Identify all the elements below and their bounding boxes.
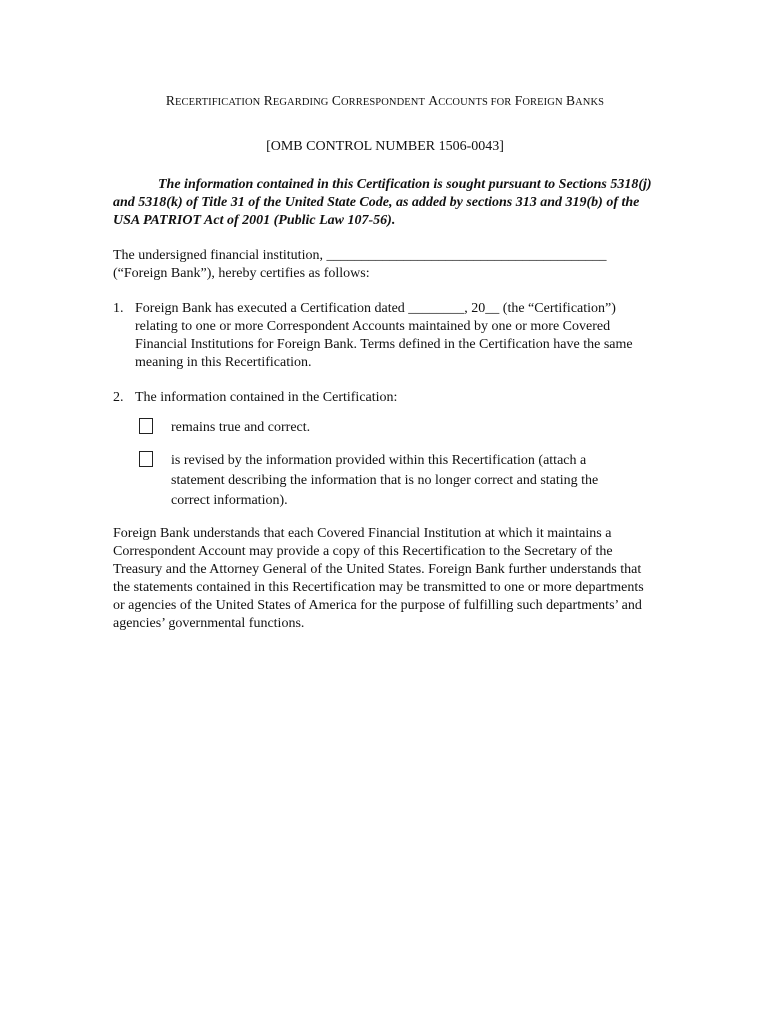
list-item-1 [113,300,653,372]
document-title: RECERTIFICATION REGARDING CORRESPONDENT ACCOUNTS FOR FOREIGN BANKS [165,93,605,108]
certifies-paragraph [113,247,663,283]
checkbox-revised[interactable] [139,451,153,467]
item-number: 1. [113,301,124,316]
item-text: The information contained in the Certification: [135,390,398,405]
institution-name-line[interactable]: The undersigned financial institution, ________________________________________ [113,248,607,263]
checkbox-remains-true[interactable] [139,418,153,434]
intro-paragraph: The information contained in this Certification is sought pursuant to Sections 5318(j) and 5318(k) of Title 31 of the United State Code, as added by sections 313 and 319(b) of the USA PATRIOT Act of 2001 (Public Law 107-56). [113,177,652,228]
item-number: 2. [113,390,124,405]
closing-paragraph: Foreign Bank understands that each Covered Financial Institution at which it maintains a Correspondent Account may provide a copy of this Recertification to the Secretary of the Treasury and the Attorney General of the United States. Foreign Bank further understands that the statements contained in this Recertification may be transmitted to one or more departments or agencies of the United States of America for the purpose of fulfilling such departments’ and agencies’ governmental functions. [113,526,644,631]
option-label: remains true and correct. [171,420,311,435]
list-item-2 [113,389,653,407]
option-revised [139,451,639,511]
option-remains-true [139,418,639,438]
omb-control-number: [OMB CONTROL NUMBER 1506-0043] [266,139,504,154]
item-text: Foreign Bank has executed a Certification dated ________, 20__ (the “Certification”) relating to one or more Correspondent Accounts maintained by one or more Covered Financial Institutions for Foreign Bank. Terms defined in the Certification have the same meaning in this Recertification. [135,301,633,370]
certifies-statement: (“Foreign Bank”), hereby certifies as follows: [113,266,370,281]
option-label: is revised by the information provided within this Recertification (attach a statement describing the information that is no longer correct and stating the correct information). [171,453,599,508]
